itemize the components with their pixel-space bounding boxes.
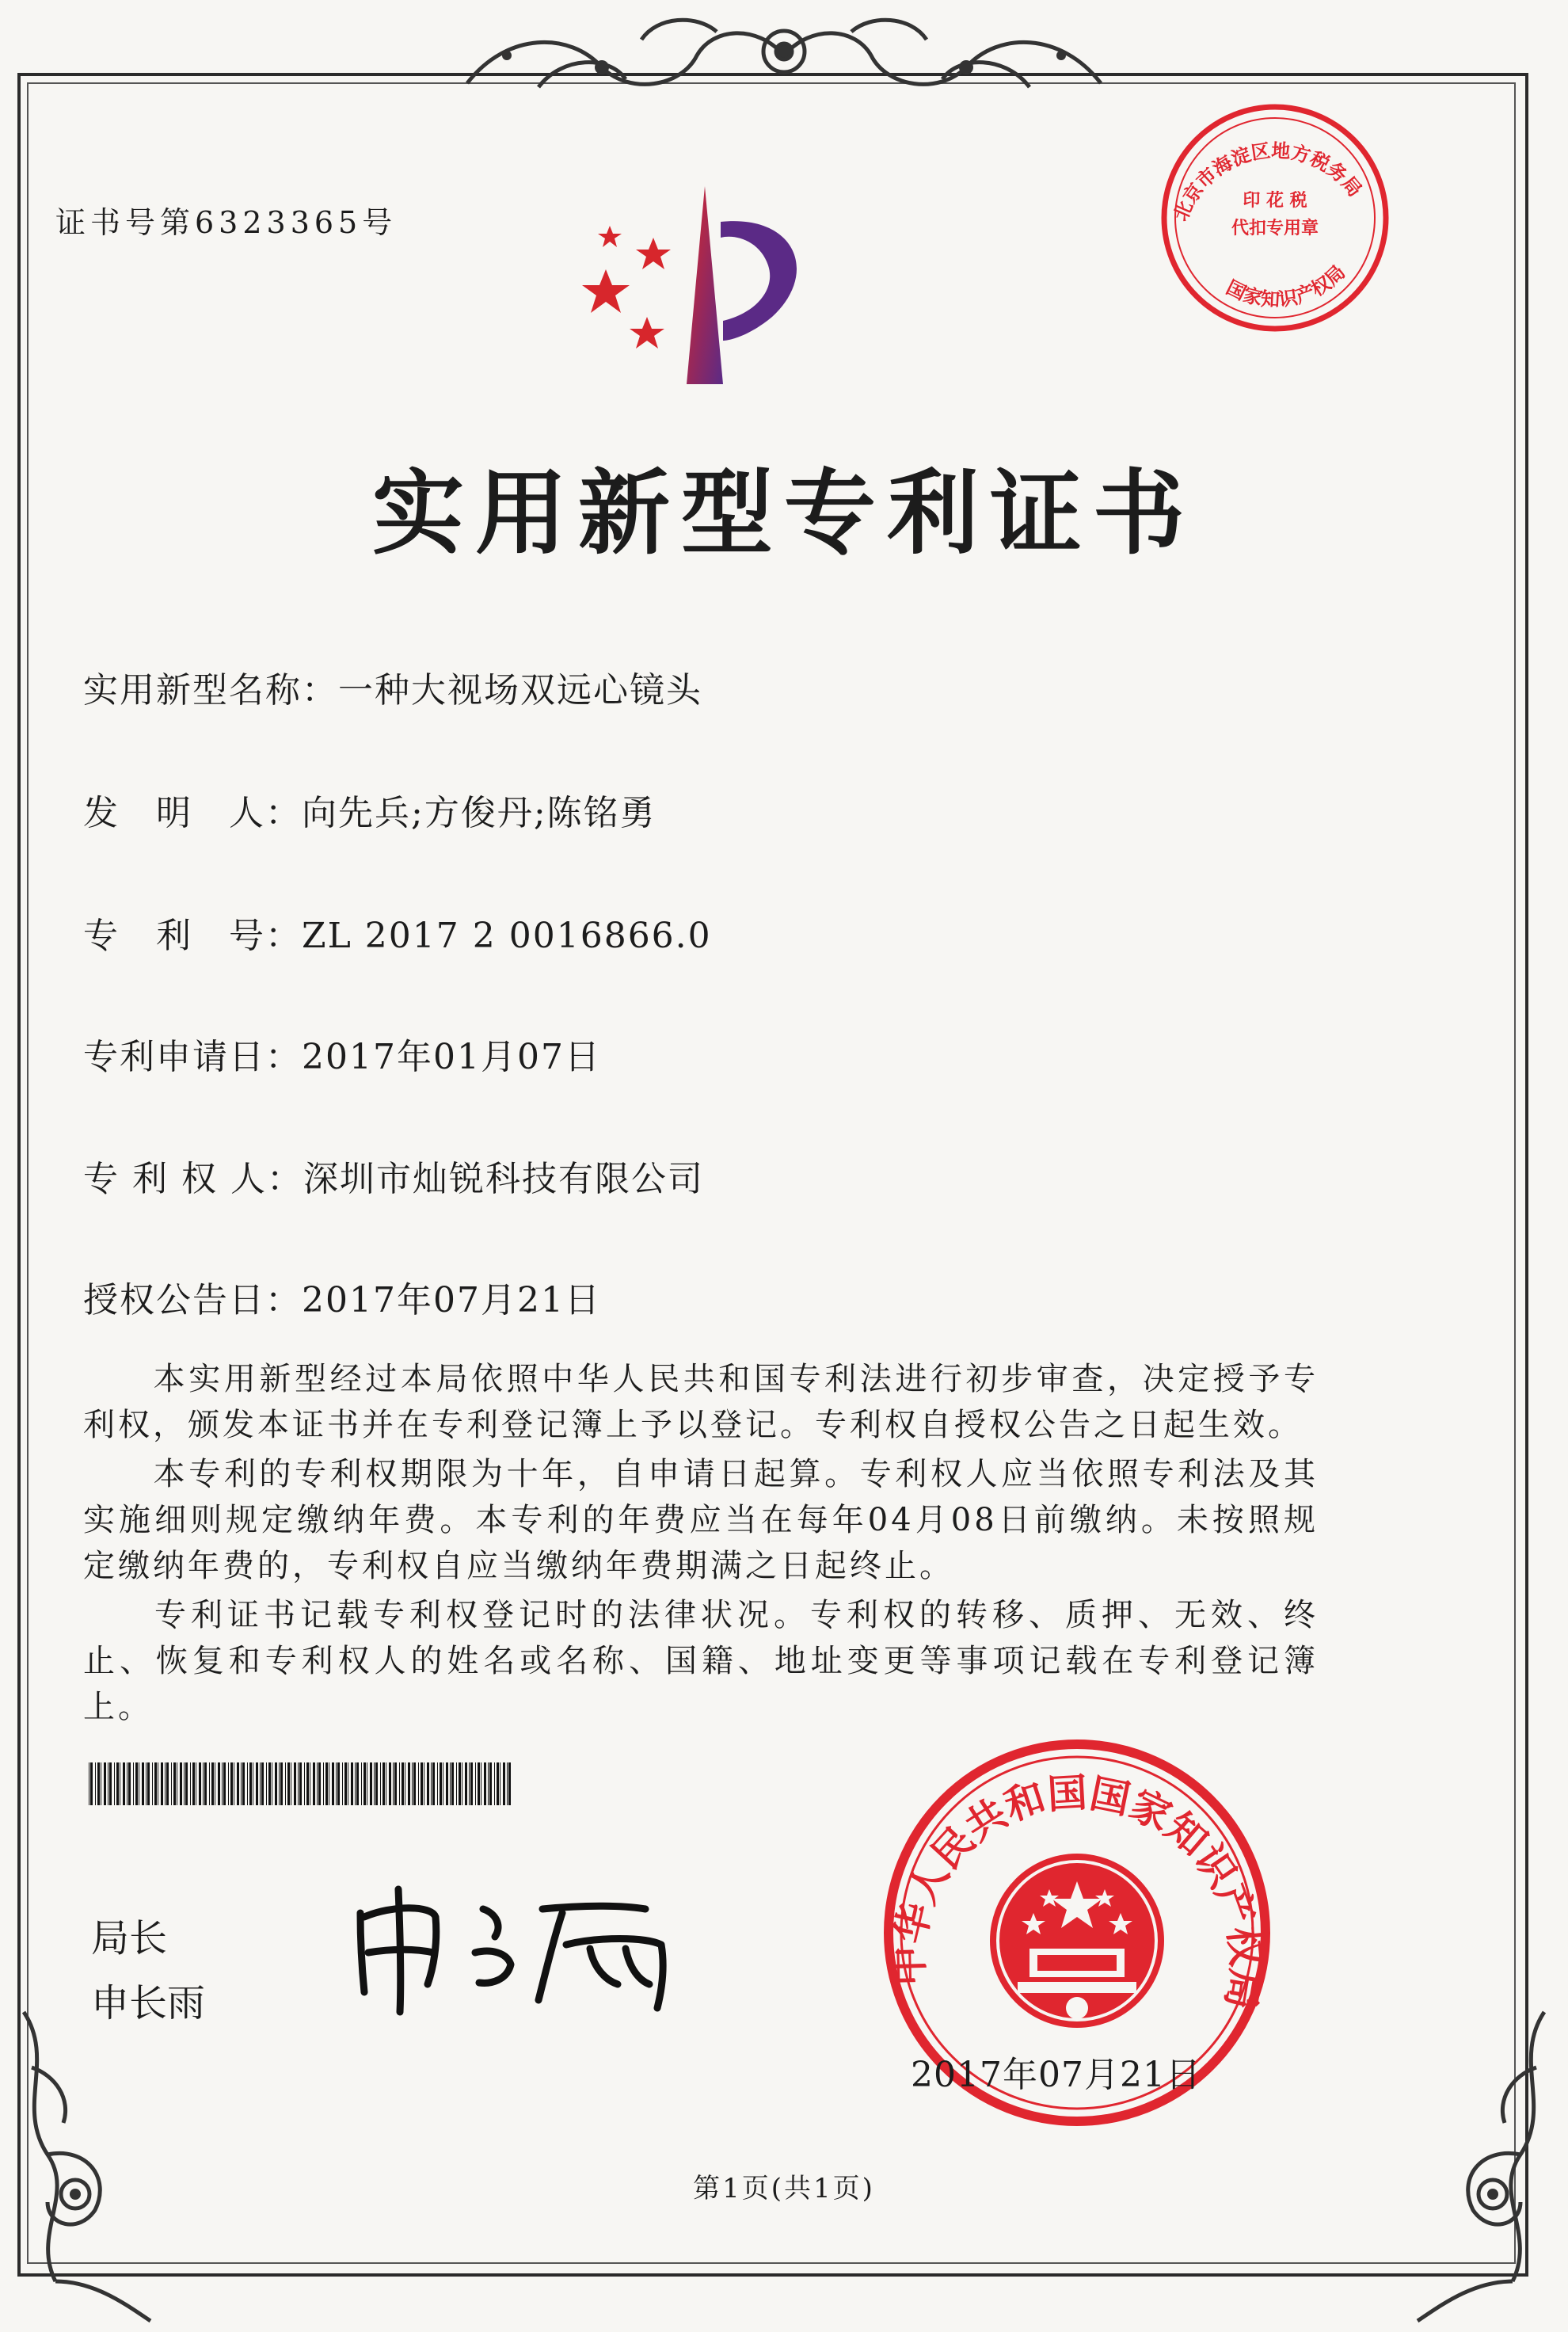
barcode-bar — [242, 1762, 245, 1805]
barcode-bar — [247, 1762, 248, 1805]
filing-date-label: 专利申请日： — [83, 1037, 302, 1077]
barcode-bar — [294, 1762, 296, 1805]
barcode-bar — [408, 1762, 410, 1805]
barcode-bar — [298, 1762, 299, 1805]
field-inventor — [83, 784, 657, 835]
barcode-bar — [389, 1762, 391, 1805]
seal-date: 2017年07月21日 — [911, 2055, 1201, 2095]
handwritten-signature — [344, 1881, 717, 2016]
barcode-bar — [465, 1762, 467, 1805]
barcode-bar — [363, 1762, 366, 1805]
barcode-bar — [279, 1762, 280, 1805]
barcode-bar — [190, 1762, 191, 1805]
barcode-bar — [211, 1762, 214, 1805]
certificate-number: 证书号第6323365号 — [55, 205, 398, 240]
barcode-bar — [503, 1762, 505, 1805]
patent-number-value: ZL 2017 2 0016866.0 — [302, 916, 712, 956]
field-filing-date — [83, 1028, 601, 1079]
patent-office-logo-icon — [574, 178, 835, 392]
paragraph-grant-statement — [83, 1356, 1319, 1448]
barcode-bar — [375, 1762, 378, 1805]
barcode-bar — [337, 1762, 340, 1805]
barcode-bar — [116, 1762, 119, 1805]
barcode-bar — [133, 1762, 134, 1805]
national-emblem-icon — [990, 1854, 1164, 2028]
barcode-bar — [370, 1762, 372, 1805]
barcode-bar — [95, 1762, 96, 1805]
barcode-bar — [166, 1762, 169, 1805]
barcode-bar — [478, 1762, 480, 1805]
svg-text:代扣专用章: 代扣专用章 — [1231, 219, 1319, 238]
barcode-bar — [355, 1762, 356, 1805]
barcode-bar — [147, 1762, 150, 1805]
barcode-bar — [402, 1762, 404, 1805]
page-number: 第1页(共1页) — [693, 2173, 875, 2204]
barcode-bar — [192, 1762, 195, 1805]
barcode-bar — [268, 1762, 271, 1805]
barcode-bar — [332, 1762, 334, 1805]
barcode-bar — [336, 1762, 337, 1805]
barcode-bar — [237, 1762, 239, 1805]
barcode-bar — [161, 1762, 163, 1805]
barcode-bar — [351, 1762, 353, 1805]
tax-stamp — [1152, 95, 1398, 341]
barcode-bar — [394, 1762, 397, 1805]
barcode-bar — [470, 1762, 473, 1805]
barcode-bar — [165, 1762, 166, 1805]
barcode-bar — [484, 1762, 486, 1805]
bottom-right-ornament — [1402, 1996, 1568, 2329]
barcode-bar — [104, 1762, 106, 1805]
paragraph-legal-status — [83, 1592, 1319, 1730]
barcode-bar — [437, 1762, 438, 1805]
barcode-bar — [203, 1762, 204, 1805]
barcode-bar — [459, 1762, 461, 1805]
patentee-value: 深圳市灿锐科技有限公司 — [303, 1159, 704, 1199]
barcode-bar — [173, 1762, 176, 1805]
barcode-bar — [344, 1762, 347, 1805]
barcode-bar — [171, 1762, 172, 1805]
barcode-bar — [260, 1762, 261, 1805]
utility-model-name-value: 一种大视场双远心镜头 — [338, 670, 702, 711]
barcode-bar — [393, 1762, 394, 1805]
barcode-bar — [475, 1762, 476, 1805]
barcode-bar — [451, 1762, 454, 1805]
barcode-bar — [249, 1762, 252, 1805]
barcode-bar — [446, 1762, 448, 1805]
barcode-bar — [135, 1762, 138, 1805]
svg-text:印 花 税: 印 花 税 — [1243, 191, 1307, 211]
barcode-bar — [317, 1762, 318, 1805]
barcode-bar — [497, 1762, 499, 1805]
filing-date-value: 2017年01月07日 — [302, 1037, 601, 1077]
barcode-bar — [418, 1762, 419, 1805]
barcode-bar — [223, 1762, 226, 1805]
field-grant-date — [83, 1271, 601, 1322]
barcode-bar — [299, 1762, 302, 1805]
inventor-label: 发 明 人： — [83, 793, 302, 833]
field-utility-model-name — [83, 661, 702, 712]
barcode-bar — [440, 1762, 442, 1805]
barcode-bar — [209, 1762, 210, 1805]
barcode-bar — [184, 1762, 185, 1805]
barcode-bar — [261, 1762, 264, 1805]
barcode-bar — [450, 1762, 451, 1805]
barcode-bar — [222, 1762, 223, 1805]
barcode-bar — [325, 1762, 328, 1805]
barcode-bar — [218, 1762, 220, 1805]
barcode-bar — [313, 1762, 315, 1805]
barcode-bar — [361, 1762, 362, 1805]
barcode-bar — [431, 1762, 432, 1805]
barcode-bar — [323, 1762, 324, 1805]
barcode-bar — [488, 1762, 489, 1805]
barcode-bar — [128, 1762, 131, 1805]
barcode-bar — [185, 1762, 188, 1805]
paragraph-grant-text: 本实用新型经过本局依照中华人民共和国专利法进行初步审查，决定授予专利权，颁发本证书并在专利登记簿上予以登记。专利权自授权公告之日起生效。 — [83, 1361, 1319, 1443]
grant-date-value: 2017年07月21日 — [302, 1280, 601, 1320]
barcode-bar — [285, 1762, 286, 1805]
top-ornament — [443, 8, 1125, 111]
barcode-bar — [228, 1762, 229, 1805]
barcode-bar — [114, 1762, 115, 1805]
svg-text:中华人民共和国国家知识产权局: 中华人民共和国国家知识产权局 — [885, 1770, 1269, 2013]
barcode-bar — [318, 1762, 321, 1805]
paragraph-term-statement — [83, 1451, 1319, 1589]
barcode-bar — [508, 1762, 511, 1805]
barcode-bar — [256, 1762, 258, 1805]
patentee-label: 专 利 权 人： — [83, 1159, 303, 1199]
barcode-bar — [204, 1762, 207, 1805]
barcode-bar — [469, 1762, 470, 1805]
utility-model-name-label: 实用新型名称： — [83, 670, 338, 711]
grant-date-label: 授权公告日： — [83, 1280, 302, 1320]
svg-text:国家知识产权局: 国家知识产权局 — [1223, 261, 1350, 311]
barcode-bar — [494, 1762, 495, 1805]
paragraph-term-text: 本专利的专利权期限为十年，自申请日起算。专利权人应当依照专利法及其实施细则规定缴纳年费。本专利的年费应当在每年04月08日前缴纳。未按照规定缴纳年费的，专利权自应当缴纳年费期满之日起终止。 — [83, 1456, 1319, 1584]
barcode-bar — [241, 1762, 242, 1805]
barcode-bar — [356, 1762, 359, 1805]
barcode-bar — [374, 1762, 375, 1805]
barcode-bar — [507, 1762, 508, 1805]
patent-number-label: 专 利 号： — [83, 916, 302, 956]
signatory-role: 局长 — [91, 1916, 168, 1960]
barcode-bar — [123, 1762, 125, 1805]
barcode-bar — [97, 1762, 100, 1805]
field-patentee — [83, 1150, 704, 1201]
inventor-value: 向先兵;方俊丹;陈铭勇 — [302, 793, 657, 833]
barcode-bar — [287, 1762, 290, 1805]
svg-text:北京市海淀区地方税务局: 北京市海淀区地方税务局 — [1169, 139, 1367, 225]
barcode-bar — [152, 1762, 153, 1805]
barcode-bar — [380, 1762, 381, 1805]
barcode-bar — [456, 1762, 457, 1805]
barcode-bar — [306, 1762, 309, 1805]
document-title: 实用新型专利证书 — [372, 459, 1196, 567]
barcode-bar — [180, 1762, 182, 1805]
signatory-name: 申长雨 — [91, 1981, 206, 2025]
paragraph-legal-text: 专利证书记载专利权登记时的法律状况。专利权的转移、质押、无效、终止、恢复和专利权人的姓名或名称、国籍、地址变更等事项记载在专利登记簿上。 — [83, 1597, 1319, 1725]
barcode-bar — [154, 1762, 157, 1805]
barcode-bar — [427, 1762, 429, 1805]
barcode-bar — [142, 1762, 144, 1805]
barcode-bar — [109, 1762, 112, 1805]
barcode-bar — [230, 1762, 233, 1805]
barcode-bar — [489, 1762, 492, 1805]
barcode-bar — [90, 1762, 93, 1805]
barcode-bar — [342, 1762, 343, 1805]
barcode-bar — [382, 1762, 385, 1805]
barcode-bar — [280, 1762, 283, 1805]
barcode-bar — [275, 1762, 277, 1805]
bottom-left-ornament — [0, 1996, 166, 2329]
barcode — [89, 1762, 516, 1805]
barcode-bar — [304, 1762, 305, 1805]
barcode-bar — [199, 1762, 201, 1805]
barcode-bar — [413, 1762, 416, 1805]
field-patent-number — [83, 907, 712, 958]
barcode-bar — [432, 1762, 435, 1805]
barcode-bar — [266, 1762, 267, 1805]
barcode-bar — [412, 1762, 413, 1805]
barcode-bar — [399, 1762, 400, 1805]
barcode-bar — [421, 1762, 423, 1805]
barcode-bar — [146, 1762, 147, 1805]
